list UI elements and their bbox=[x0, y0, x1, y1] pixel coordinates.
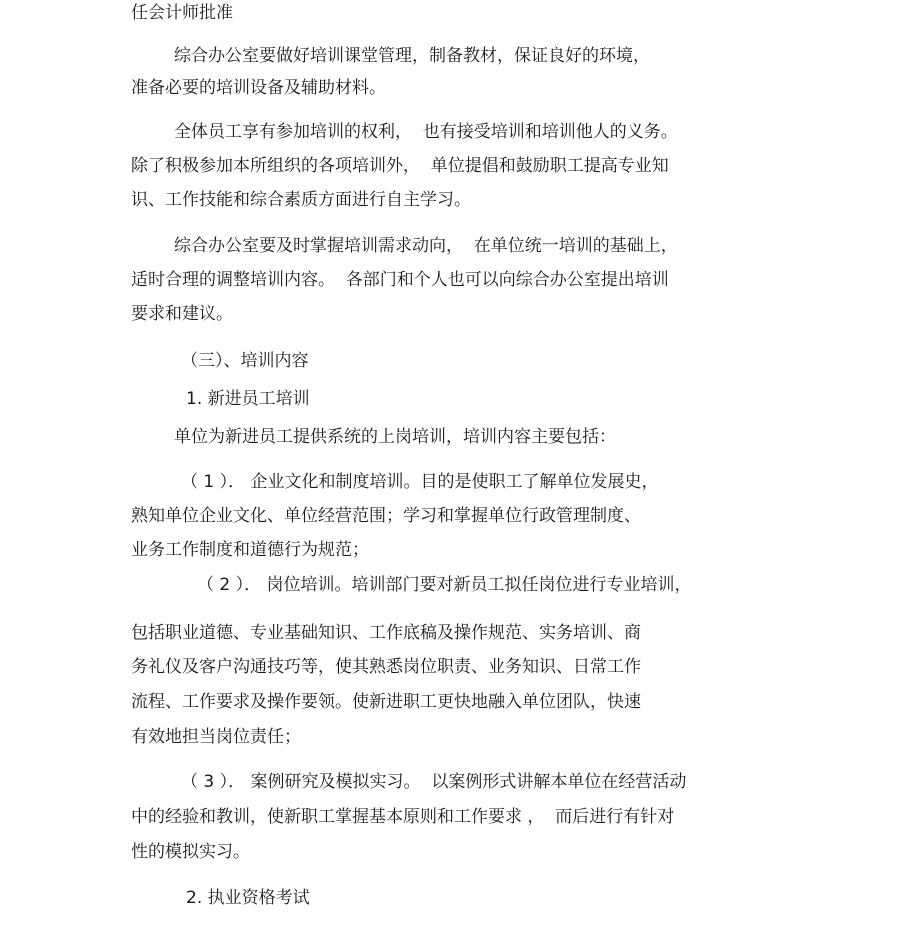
text-line: 单位为新进员工提供系统的上岗培训，培训内容主要包括： bbox=[174, 427, 616, 447]
list-item: （ 3 ）． 案例研究及模拟实习。 以案例形式讲解本单位在经营活动 bbox=[181, 772, 687, 792]
section-heading: （三）、培训内容 bbox=[181, 351, 309, 371]
text-line: 要求和建议。 bbox=[131, 304, 233, 324]
text-line: 任会计师批准 bbox=[131, 3, 233, 23]
text-line: 全体员工享有参加培训的权利， 也有接受培训和培训他人的义务。 bbox=[174, 122, 678, 142]
text-line: 除了积极参加本所组织的各项培训外， 单位提倡和鼓励职工提高专业知 bbox=[131, 156, 669, 176]
list-item: （ 2 ）． 岗位培训。培训部门要对新员工拟任岗位进行专业培训， bbox=[197, 575, 692, 595]
text-line: 流程、工作要求及操作要领。使新进职工更快地融入单位团队，快速 bbox=[131, 692, 641, 712]
text-line: 业务工作制度和道德行为规范； bbox=[131, 540, 369, 560]
text-line: 适时合理的调整培训内容。 各部门和个人也可以向综合办公室提出培训 bbox=[131, 270, 669, 290]
text-line: 准备必要的培训设备及辅助材料。 bbox=[131, 78, 386, 98]
text-line: 综合办公室要及时掌握培训需求动向， 在单位统一培训的基础上， bbox=[174, 236, 678, 256]
text-line: 综合办公室要做好培训课堂管理，制备教材，保证良好的环境， bbox=[174, 46, 650, 66]
text-line: 务礼仪及客户沟通技巧等，使其熟悉岗位职责、业务知识、日常工作 bbox=[131, 657, 641, 677]
text-line: 有效地担当岗位责任； bbox=[131, 727, 301, 747]
text-line: 性的模拟实习。 bbox=[131, 842, 250, 862]
text-line: 包括职业道德、专业基础知识、工作底稿及操作规范、实务培训、商 bbox=[131, 623, 641, 643]
subsection-heading: 1. 新进员工培训 bbox=[186, 389, 310, 409]
text-line: 中的经验和教训，使新职工掌握基本原则和工作要求 ， 而后进行有针对 bbox=[131, 807, 675, 827]
text-line: 熟知单位企业文化、单位经营范围；学习和掌握单位行政管理制度、 bbox=[131, 506, 641, 526]
subsection-heading: 2. 执业资格考试 bbox=[186, 888, 310, 908]
text-line: 识、工作技能和综合素质方面进行自主学习。 bbox=[131, 190, 471, 210]
list-item: （ 1 ）． 企业文化和制度培训。目的是使职工了解单位发展史， bbox=[181, 472, 659, 492]
